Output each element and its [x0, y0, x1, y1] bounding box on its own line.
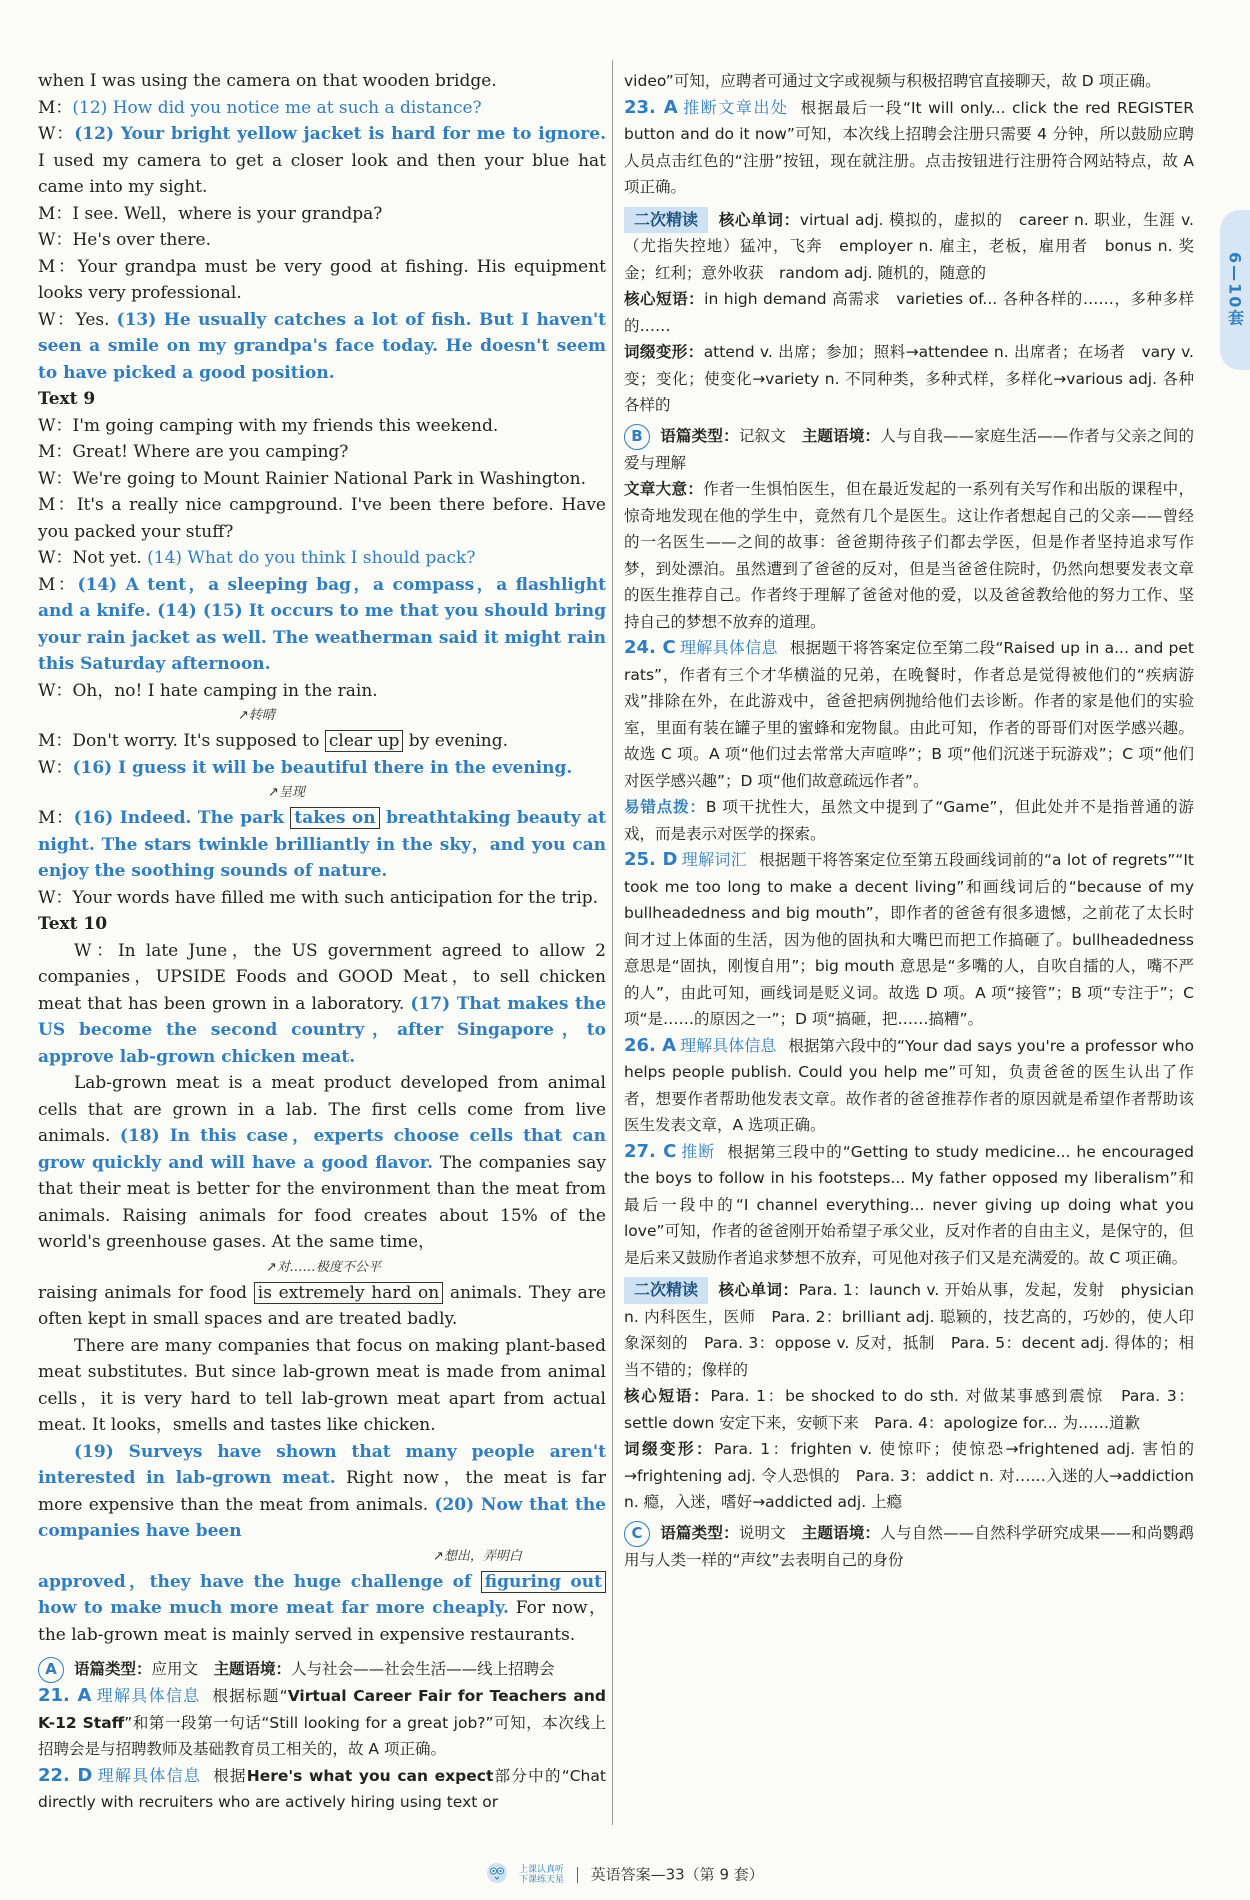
- text-heading: Text 10: [38, 914, 108, 934]
- left-column: [38, 68, 606, 1816]
- dialogue-line: W：Oh，no! I hate camping in the rain.: [38, 680, 378, 701]
- dialogue-line: M：Your grandpa must be very good at fishing. His equipment looks very professional.: [38, 256, 606, 303]
- speaker: W：: [38, 124, 75, 144]
- label: 核心单词：: [718, 1281, 799, 1299]
- speaker: M：: [38, 97, 73, 118]
- boxed-phrase: is extremely hard on: [254, 1282, 443, 1304]
- key-sentence: (20) Now that the companies have been: [38, 1494, 606, 1541]
- label: 词缀变形：: [624, 343, 704, 361]
- paragraph: There are many companies that focus on making plant-based meat substitutes. But since lab-grown meat is made from animal cells，it is very hard to tell lab-grown meat apart from actual meat. It looks，smells and tastes like chicken.: [38, 1335, 606, 1435]
- text: attend v. 出席；参加；照料→attendee n. 出席者；在场者 vary v. 变；变化；使变化→variety n. 不同种类，多种式样，多样化→various adj. 各种各样的: [624, 343, 1194, 414]
- dialogue-line: [38, 755, 606, 782]
- key-sentence: (12) How did you notice me at such a distance?: [72, 97, 482, 118]
- dialogue-line: W：He's over there.: [38, 230, 212, 250]
- question-type: 推断文章出处: [681, 97, 789, 117]
- paragraph: [38, 938, 606, 1071]
- dialogue-line: [38, 805, 606, 885]
- value: 人与自我——家庭生活——作者与父亲之间的爱与理解: [624, 426, 1194, 472]
- dialogue-line: W：We're going to Mount Rainier National Park in Washington.: [38, 468, 587, 489]
- text: Lab-grown meat is a meat product developed from animal cells that are grown in a lab. The first cells come from live animals.: [38, 1073, 606, 1146]
- speaker: W：: [38, 757, 73, 778]
- dialogue-line: W：I'm going camping with my friends this weekend.: [38, 415, 499, 436]
- text: 根据标题“: [212, 1687, 288, 1705]
- handwritten-note: ↗对……极度不公平: [266, 1259, 381, 1275]
- paragraph: [38, 1280, 606, 1333]
- paragraph: [38, 1569, 606, 1649]
- section-marker-b: B: [624, 424, 650, 450]
- key-sentence: breathtaking beauty at night. The stars twinkle brilliantly in the sky，and you can enjoy the soothing sounds of nature.: [38, 808, 606, 881]
- boxed-phrase: clear up: [325, 730, 404, 752]
- answer-27: [624, 1139, 1194, 1272]
- label: 语篇类型：: [660, 426, 739, 445]
- vocab-forms: [624, 339, 1194, 419]
- text: 根据第六段中的“Your dad says you're a professor who helps people publish. Could you help me”可知，负责爸爸的医生认出了作者，想要作者帮助他发表文章。故作者的爸爸推荐作者的原因就是希望作者帮助该医生发表文章，A 选项正确。: [624, 1036, 1195, 1134]
- vocab-phrases: [624, 1383, 1194, 1436]
- section-header-b: [624, 423, 1194, 477]
- dialogue-line: [38, 307, 606, 387]
- question-type: 理解具体信息: [96, 1765, 202, 1785]
- label: 词缀变形：: [624, 1440, 714, 1458]
- label: 主题语境：: [801, 1523, 881, 1542]
- label: 主题语境：: [213, 1660, 292, 1678]
- answer-25: [624, 847, 1194, 1033]
- dialogue-line: M：Great! Where are you camping?: [38, 442, 349, 462]
- text: animals. They are often kept in small spaces and are treated badly.: [38, 1282, 607, 1329]
- text: 根据最后一段“It will only... click the red REGISTER button and do it now”可知，本次线上招聘会注册只需要 4 分钟，所以鼓励应聘人员点击红色的“注册”按钮，现在就注册。点击按钮进行注册符合网站特点，故 A 项正确。: [624, 98, 1194, 196]
- question-type: 理解具体信息: [679, 638, 778, 657]
- right-column: [624, 68, 1194, 1573]
- speaker: W：Not yet.: [38, 548, 148, 568]
- question-type: 推断: [680, 1141, 716, 1161]
- key-sentence: (12) Your bright yellow jacket is hard for me to ignore.: [74, 124, 606, 144]
- dialogue-line: W：Your words have filled me with such anticipation for the trip.: [38, 887, 599, 908]
- speaker: M：: [38, 574, 78, 595]
- vocab-phrases: [624, 286, 1194, 339]
- text: Right now，the meat is far more expensive than the meat from animals.: [38, 1468, 607, 1515]
- text: B 项干扰性大，虽然文中提到了“Game”，但此处并不是指普通的游戏，而是表示对医学的探索。: [624, 798, 1194, 843]
- question-type: 理解具体信息: [95, 1686, 201, 1705]
- label: 语篇类型：: [660, 1523, 739, 1542]
- key-sentence: (14) A tent，a sleeping bag，a compass，a flashlight and a knife. (14) (15) It occurs to me that you should bring your rain jacket as well. The weatherman said it might rain this Saturday afternoon.: [38, 574, 606, 674]
- paragraph: [38, 1070, 606, 1256]
- footer-separator: [577, 1867, 578, 1883]
- label: 核心单词：: [718, 210, 800, 229]
- text-line: video”可知，应聘者可通过文字或视频与积极招聘官直接聊天，故 D 项正确。: [624, 72, 1161, 90]
- section-badge: 二次精读: [624, 1277, 708, 1304]
- answer-21: [38, 1683, 606, 1763]
- question-number: 21. A: [38, 1685, 92, 1706]
- handwritten-note: ↗想出，弄明白: [433, 1548, 522, 1564]
- dialogue-line: [38, 545, 606, 572]
- text: 根据题干将答案定位至第五段画线词前的“a lot of regrets”“It took me too long to make a decent living”和画线词后的“because of my bullheadedness and big mouth”，即作者的爸爸有很多遗憾，之前花了太长时间才过上体面的生活，因为他的固执和大嘴巴而把工作搞砸了。bullheadedness 意思是“固执，刚愎自用”；big mouth 意思是“多嘴的人，自吹自擂的人，嘴不严的人”，由此可知，画线词是贬义词。故选 D 项。A 项“接管”；B 项“专注于”；C 项“是……的原因之一”；D 项“搞砸，把……搞糟”。: [624, 851, 1194, 1028]
- text: in high demand 高需求 varieties of... 各种各样的……，多种多样的……: [624, 290, 1194, 335]
- text: 根据: [213, 1766, 247, 1785]
- text: by evening.: [403, 731, 509, 751]
- paragraph: [38, 1439, 606, 1545]
- text: W：In late June，the US government agreed to allow 2 companies，UPSIDE Foods and GOOD Meat，to sell chicken meat that has been grown in a laboratory.: [38, 940, 606, 1014]
- dialogue-line: M：I see. Well，where is your grandpa?: [38, 203, 383, 224]
- slogan-line: 下课练天星: [519, 1875, 565, 1885]
- text-line: when I was using the camera on that wooden bridge.: [38, 71, 497, 91]
- key-sentence: (16) Indeed. The park: [73, 808, 291, 828]
- question-number: 23. A: [624, 96, 678, 118]
- key-sentence: (18) In this case，experts choose cells that can grow quickly and will have a good flavor.: [38, 1126, 607, 1173]
- text: I used my camera to get a closer look and then your blue hat came into my sight.: [38, 150, 606, 197]
- key-sentence: (14) What do you think I should pack?: [147, 548, 476, 568]
- label: 主题语境：: [801, 426, 881, 445]
- column-divider: [612, 60, 613, 1825]
- text-heading: Text 9: [38, 389, 96, 409]
- speaker: W：Yes.: [38, 309, 117, 330]
- value: 应用文: [151, 1660, 199, 1678]
- dialogue-line: [38, 95, 606, 122]
- owl-logo-icon: [486, 1862, 508, 1888]
- extended-reading: [624, 1277, 1194, 1383]
- section-header-a: [38, 1656, 606, 1683]
- handwritten-note: ↗呈现: [268, 785, 305, 800]
- key-sentence: (13) He usually catches a lot of fish. But I haven't seen a smile on my grandpa's face today. He doesn't seem to have picked a good position.: [38, 309, 606, 383]
- text: 部分中的“Chat directly with recruiters who are actively hiring using text or: [38, 1766, 606, 1811]
- label: 语篇类型：: [74, 1660, 152, 1678]
- text: Para. 1：launch v. 开始从事，发起，发射 physician n. 内科医生，医师 Para. 2：brilliant adj. 聪颖的，技艺高的，巧妙的，使人印象深刻的 Para. 3：oppose v. 反对，抵制 Para. 5：decent adj. 得体的；相当不错的；像样的: [624, 1281, 1194, 1379]
- bold-text: Here's what you can expect: [246, 1766, 494, 1785]
- text: ”和第一段第一句话“Still looking for a great job?”可知，本次线上招聘会是与招聘教师及基础教育员工相关的，故 A 项正确。: [38, 1713, 606, 1758]
- question-number: 24. C: [624, 637, 676, 658]
- dialogue-line: [38, 572, 606, 678]
- page-number: 英语答案—33（第 9 套）: [590, 1865, 764, 1884]
- vocab-forms: [624, 1436, 1194, 1516]
- extended-reading: [624, 207, 1194, 287]
- text: 作者一生惧怕医生，但在最近发起的一系列有关写作和出版的课程中，惊奇地发现在他的学生中，竟然有几个是医生。这让作者想起自己的父亲——曾经的一名医生——之间的故事：爸爸期待孩子们都去学医，但是作者坚持追求写作梦，到处漂泊。虽然遭到了爸爸的反对，但是当爸爸住院时，仍然向想要发表文章的医生推荐自己。作者终于理解了爸爸对他的爱，以及爸爸教给他的努力工作、坚持自己的梦想不放弃的道理。: [624, 480, 1194, 631]
- answer-23: [624, 95, 1194, 201]
- question-number: 26. A: [624, 1034, 677, 1056]
- answer-22: [38, 1763, 606, 1816]
- label: 文章大意：: [624, 480, 704, 498]
- text: Para. 1：be shocked to do sth. 对做某事感到震惊 Para. 3：settle down 安定下来，安顿下来 Para. 4：apologize for... 为……道歉: [624, 1387, 1194, 1432]
- logo-slogan: [519, 1865, 564, 1885]
- dialogue-line: [38, 728, 606, 755]
- main-idea: [624, 476, 1194, 635]
- question-number: 25. D: [624, 849, 678, 870]
- key-sentence: (17) That makes the US become the second country，after Singapore，to approve lab-grown chicken meat.: [38, 993, 607, 1067]
- value: 记叙文: [738, 426, 786, 445]
- value: 人与社会——社会生活——线上招聘会: [291, 1660, 555, 1678]
- text: raising animals for food: [38, 1282, 254, 1303]
- text: virtual adj. 模拟的，虚拟的 career n. 职业，生涯 v.（尤指失控地）猛冲，飞奔 employer n. 雇主，老板，雇用者 bonus n. 奖金；红利；意外收获 random adj. 随机的，随意的: [624, 210, 1194, 282]
- key-sentence: approved，they have the huge challenge of: [38, 1571, 481, 1592]
- text: 根据第三段中的“Getting to study medicine... he encouraged the boys to follow in his footsteps... My father opposed my liberalism”和最后一段中的“I channel everything... never giving up doing what you love”可知，作者的爸爸刚开始希望子承父业，反对作者的自由主义，是保守的，但是后来又鼓励作者追求梦想不放弃，可见他对孩子们又是充满爱的。故 C 项正确。: [624, 1142, 1194, 1267]
- text: Para. 1：frighten v. 使惊吓；使惊恐→frightened adj. 害怕的→frightening adj. 令人恐惧的 Para. 3：addict n. 对……入迷的人→addiction n. 瘾，入迷，嗜好→addicted adj. 上瘾: [624, 1440, 1194, 1511]
- section-badge: 二次精读: [624, 207, 708, 234]
- boxed-phrase: takes on: [290, 807, 379, 829]
- text: The companies say that their meat is better for the environment than the meat from animals. Raising animals for food creates about 15% of the world's greenhouse gases. At the same time，: [38, 1152, 606, 1252]
- bold-text: Virtual Career Fair for Teachers and K-12 Staff: [38, 1687, 607, 1732]
- section-marker-a: A: [38, 1657, 64, 1683]
- question-type: 理解具体信息: [680, 1035, 777, 1055]
- label: 核心短语：: [624, 1387, 711, 1405]
- label: 易错点拨：: [624, 798, 706, 816]
- question-number: 27. C: [624, 1140, 677, 1162]
- speaker: M：: [38, 808, 74, 828]
- text: For now，the lab-grown meat is mainly served in expensive restaurants.: [38, 1598, 606, 1645]
- question-type: 理解词汇: [681, 850, 748, 869]
- text: M：Don't worry. It's supposed to: [38, 731, 325, 751]
- section-marker-c: C: [624, 1521, 650, 1547]
- dialogue-line: [38, 121, 606, 201]
- section-side-tab: 6—10套: [1220, 210, 1250, 370]
- error-tip: [624, 794, 1194, 847]
- question-number: 22. D: [38, 1764, 93, 1786]
- text: 根据题干将答案定位至第二段“Raised up in a... and pet rats”，作者有三个才华横溢的兄弟，在晚餐时，作者总是觉得被他们的“疾病游戏”排除在外，在此游戏中，爸爸把病例抛给他们去诊断。作者的家是他们的实验室，里面有装在罐子里的蜜蜂和宠物鼠。由此可知，作者的哥哥们对医学感兴趣。故选 C 项。A 项“他们过去常常大声喧哗”；B 项“他们沉迷于玩游戏”；C 项“他们对医学感兴趣”；D 项“他们故意疏远作者”。: [624, 639, 1194, 790]
- section-header-c: [624, 1520, 1194, 1574]
- value: 人与自然——自然科学研究成果——和尚鹦鹉用与人类一样的“声纹”去表明自己的身份: [624, 1523, 1194, 1569]
- answer-24: [624, 635, 1194, 794]
- key-sentence: (16) I guess it will be beautiful there in the evening.: [72, 757, 573, 778]
- handwritten-note: ↗转晴: [238, 708, 275, 723]
- boxed-phrase: figuring out: [481, 1571, 606, 1593]
- value: 说明文: [738, 1523, 786, 1542]
- label: 核心短语：: [624, 290, 705, 308]
- key-sentence: (19) Surveys have shown that many people aren't interested in lab-grown meat.: [38, 1441, 606, 1488]
- answer-26: [624, 1033, 1194, 1139]
- slogan-line: 上课认真听: [519, 1865, 565, 1875]
- key-sentence: how to make much more meat far more cheaply.: [38, 1598, 509, 1618]
- page-footer: [0, 1862, 1250, 1888]
- dialogue-line: M：It's a really nice campground. I've been there before. Have you packed your stuff?: [38, 495, 606, 542]
